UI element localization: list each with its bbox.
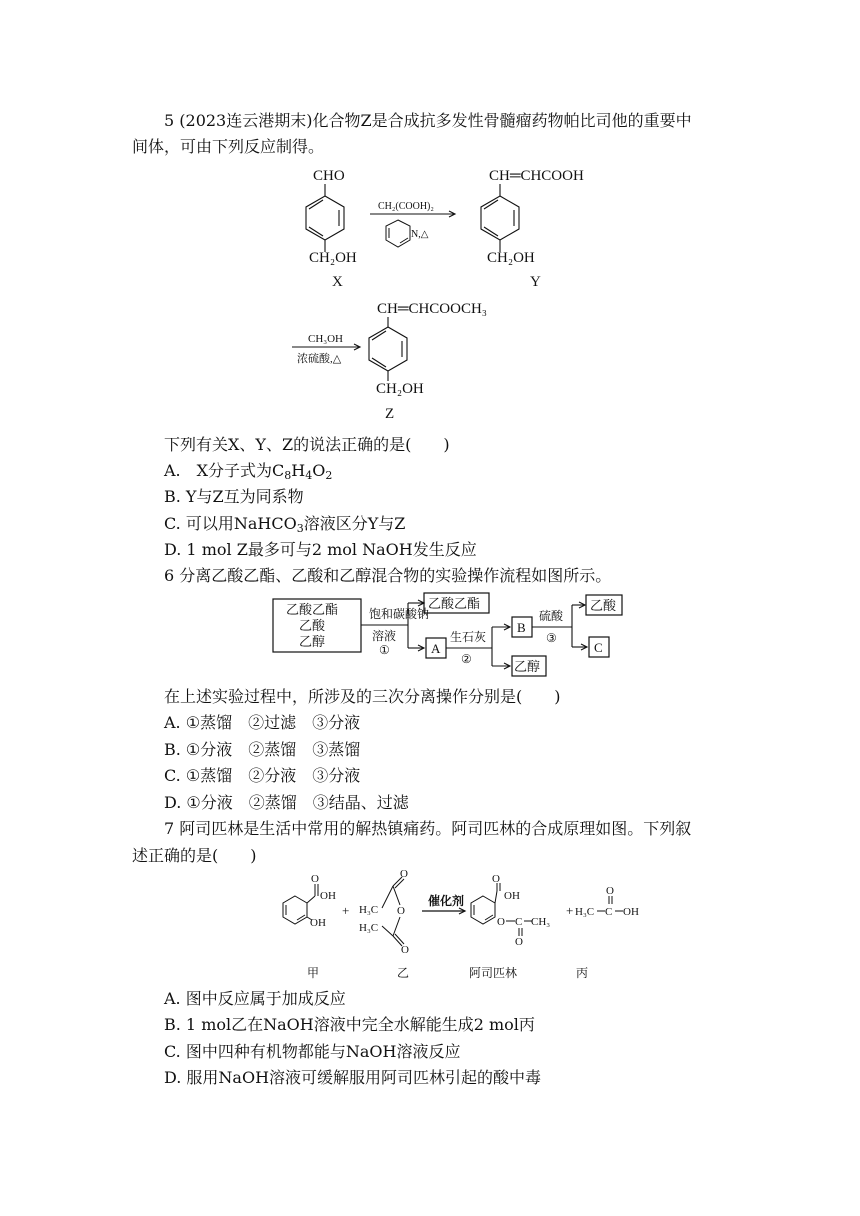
yi-o-top: O xyxy=(400,868,408,880)
bing-c: C xyxy=(605,906,613,918)
compound-jia xyxy=(283,873,336,980)
box-b-label: B xyxy=(517,620,526,635)
product-acetic-acid: 乙酸 xyxy=(590,598,617,613)
label-yi: 乙 xyxy=(397,966,410,980)
reagent-solution: 溶液 xyxy=(372,629,397,643)
z-ch2oh: CH₂OH xyxy=(376,381,424,397)
mix-ethyl-acetate: 乙酸乙酯 xyxy=(286,602,339,617)
product-ethyl-acetate: 乙酸乙酯 xyxy=(428,596,481,611)
asp-o-bottom: O xyxy=(515,936,523,948)
yi-h3c2: H₃C xyxy=(359,922,379,934)
q5-option-c-post: 溶液区分Y与Z xyxy=(303,514,406,533)
q5-question: 下列有关X、Y、Z的说法正确的是( ) xyxy=(164,435,450,454)
sub-2: 2 xyxy=(325,469,333,482)
z-top: CH═CHCOOCH₃ xyxy=(377,301,488,317)
y-label: Y xyxy=(530,274,541,290)
q5-option-a-o: O xyxy=(312,461,326,480)
q6-stem: 6 分离乙酸乙酯、乙酸和乙醇混合物的实验操作流程如图所示。 xyxy=(164,566,612,585)
arrow2-condition: 浓硫酸,△ xyxy=(297,353,342,365)
catalyst-label: 催化剂 xyxy=(428,894,465,908)
label-bing: 丙 xyxy=(576,966,589,980)
asp-c: C xyxy=(515,916,523,928)
q5-stem-line1: 5 (2023连云港期末)化合物Z是合成抗多发性骨髓瘤药物帕比司他的重要中 xyxy=(164,111,692,130)
step-3: ③ xyxy=(546,631,557,645)
arrow1-reagent: CH₂(COOH)₂ xyxy=(378,201,434,212)
q5-stem-line2: 间体，可由下列反应制得。 xyxy=(132,137,325,156)
asp-o-ester: O xyxy=(497,916,505,928)
mix-acetic-acid: 乙酸 xyxy=(299,618,326,633)
sub-4: 4 xyxy=(305,469,313,482)
x-ch2oh: CH₂OH xyxy=(309,250,357,266)
yi-o-mid: O xyxy=(397,905,405,917)
bing-h3c: H₃C xyxy=(575,906,595,918)
reagent-quicklime: 生石灰 xyxy=(450,630,487,644)
q5-option-d: D. 1 mol Z最多可与2 mol NaOH发生反应 xyxy=(164,540,477,559)
y-ch2oh: CH₂OH xyxy=(487,250,535,266)
compound-yi xyxy=(359,868,409,980)
bing-oh: OH xyxy=(623,906,639,918)
q7-stem-line1: 7 阿司匹林是生活中常用的解热镇痛药。阿司匹林的合成原理如图。下列叙 xyxy=(164,819,692,838)
asp-oh: OH xyxy=(504,890,520,902)
step-2: ② xyxy=(461,652,472,666)
compound-bing xyxy=(575,885,639,980)
yi-h3c1: H₃C xyxy=(359,904,379,916)
x-cho: CHO xyxy=(313,168,345,184)
q6-option-a: A. ①蒸馏 ②过滤 ③分液 xyxy=(164,713,361,732)
asp-ch3: CH₃ xyxy=(531,916,551,928)
mix-ethanol: 乙醇 xyxy=(299,634,326,649)
compound-aspirin xyxy=(469,873,550,980)
arrow2-reagent: CH₃OH xyxy=(308,333,344,345)
q7-stem-line2: 述正确的是( ) xyxy=(132,846,257,865)
box-a-label: A xyxy=(431,641,441,656)
jia-oh2: OH xyxy=(310,917,326,929)
arrow1-condition: N,△ xyxy=(411,229,429,240)
q5-option-a-text: A. X分子式为C xyxy=(164,461,285,480)
q5-option-b: B. Y与Z互为同系物 xyxy=(164,487,304,506)
aspirin-arrow xyxy=(422,893,465,914)
q7-option-c: C. 图中四种有机物都能与NaOH溶液反应 xyxy=(164,1042,461,1061)
y-top: CH═CHCOOH xyxy=(489,168,584,184)
jia-oh1: OH xyxy=(320,890,336,902)
q6-option-d: D. ①分液 ②蒸馏 ③结晶、过滤 xyxy=(164,793,409,812)
sub-8: 8 xyxy=(284,469,292,482)
q7-option-b: B. 1 mol乙在NaOH溶液中完全水解能生成2 mol丙 xyxy=(164,1015,535,1034)
label-jia: 甲 xyxy=(307,966,320,980)
reagent-sulfuric-acid: 硫酸 xyxy=(539,609,564,623)
box-c-label: C xyxy=(594,640,603,655)
step-1: ① xyxy=(379,643,390,657)
q6-option-b: B. ①分液 ②蒸馏 ③蒸馏 xyxy=(164,740,361,759)
yi-o-bottom: O xyxy=(401,944,409,956)
product-ethanol: 乙醇 xyxy=(514,659,541,674)
q7-option-a: A. 图中反应属于加成反应 xyxy=(164,989,346,1008)
asp-o-top: O xyxy=(492,873,500,885)
label-aspirin: 阿司匹林 xyxy=(469,966,518,980)
jia-o: O xyxy=(311,873,319,885)
plus-2: + xyxy=(566,903,574,918)
sub-3: 3 xyxy=(296,522,304,535)
q6-option-c: C. ①蒸馏 ②分液 ③分液 xyxy=(164,766,361,785)
q5-option-c-pre: C. 可以用NaHCO xyxy=(164,514,297,533)
q5-option-a-h: H xyxy=(291,461,306,480)
q7-option-d: D. 服用NaOH溶液可缓解服用阿司匹林引起的酸中毒 xyxy=(164,1068,542,1087)
reagent-sodium-carbonate: 饱和碳酸钠 xyxy=(369,607,430,621)
plus-1: + xyxy=(342,903,350,918)
x-label: X xyxy=(332,274,343,290)
bing-o: O xyxy=(606,885,614,897)
z-label: Z xyxy=(385,406,395,422)
q6-question: 在上述实验过程中，所涉及的三次分离操作分别是( ) xyxy=(164,687,561,706)
